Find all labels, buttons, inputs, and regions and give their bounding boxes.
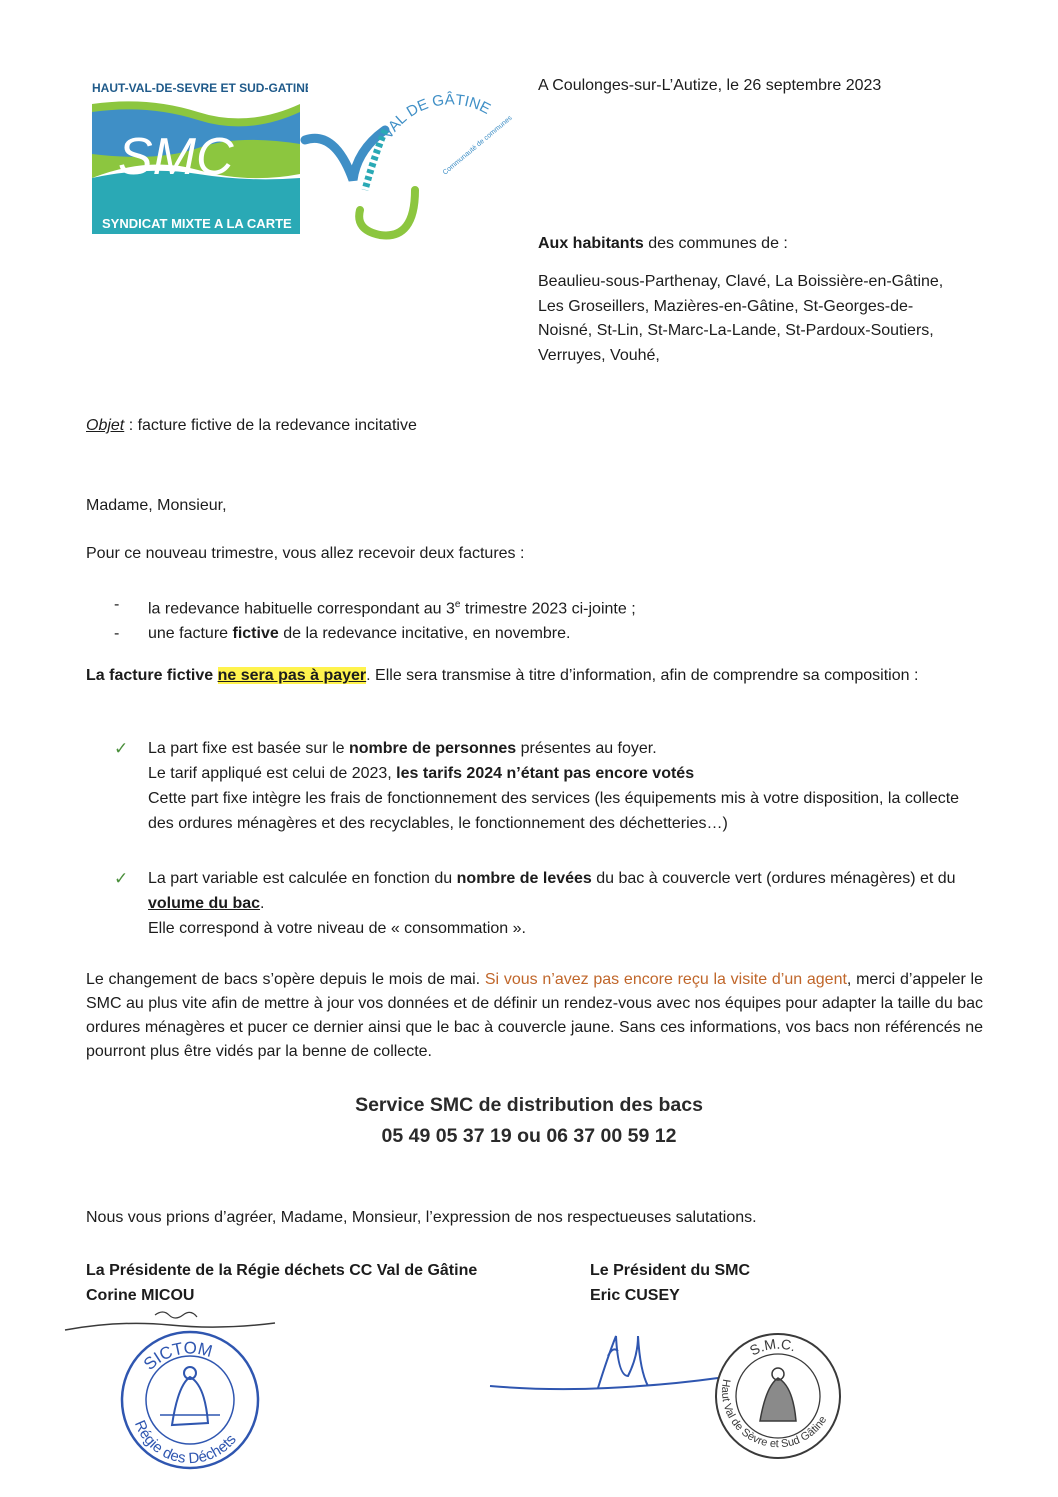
communes-line: Beaulieu-sous-Parthenay, Clavé, La Boissière-en-Gâtine, xyxy=(538,273,944,290)
communes-line: Verruyes, Vouhé, xyxy=(538,346,660,364)
dash-bullet: - xyxy=(114,625,120,643)
smc-logo xyxy=(88,74,308,249)
dateline: A Coulonges-sur-L’Autize, le 26 septembre 2023 xyxy=(538,77,882,94)
salutation: Madame, Monsieur, xyxy=(86,497,227,514)
dash-bullet: - xyxy=(114,596,120,613)
communes-list xyxy=(538,270,988,368)
fictive-invoice-paragraph: La facture fictive ne sera pas à payer. Elle sera transmise à titre d’information, afin de comprendre sa composition : xyxy=(86,667,919,684)
signature-left xyxy=(86,1258,477,1308)
logo-name: SMC xyxy=(118,128,234,186)
signatory-title: La Présidente de la Régie déchets CC Val de Gâtine xyxy=(86,1262,478,1279)
objet-text: : facture fictive de la redevance incitative xyxy=(124,417,417,434)
logo-top-text: HAUT-VAL-DE-SEVRE ET SUD-GATINE xyxy=(92,81,308,95)
val-de-gatine-logo xyxy=(295,70,515,250)
smc-stamp xyxy=(488,1316,848,1481)
closing-formula: Nous vous prions d’agréer, Madame, Monsieur, l’expression de nos respectueuses salutations. xyxy=(86,1209,757,1226)
recipients-lead-bold: Aux habitants xyxy=(538,235,644,252)
stamp-right-ring: Haut Val de Sèvre et Sud Gâtine xyxy=(718,1378,830,1451)
checkmark-icon: ✓ xyxy=(114,869,129,888)
check-item-fixed-part: ✓ La part fixe est basée sur le nombre de personnes présentes au foyer. Le tarif appliqué est celui de 2023, les tarifs 2024 n’étant pas encore votés Cette part fixe intègre les frais de fonctionnement des services (les équipements mis à votre disposition, la collecte des ordures ménagères et des recyclables, le fonctionnement des déchetteries…) xyxy=(114,736,984,836)
signature-right xyxy=(590,1258,750,1308)
service-phones: 05 49 05 37 19 ou 06 37 00 59 12 xyxy=(381,1125,677,1147)
objet-line xyxy=(86,414,417,438)
service-contact-block xyxy=(0,1090,1058,1152)
intro-text: Pour ce nouveau trimestre, vous allez recevoir deux factures : xyxy=(86,545,525,562)
communes-line: Les Groseillers, Mazières-en-Gâtine, St-Georges-de- xyxy=(538,297,914,315)
checkmark-icon: ✓ xyxy=(114,739,129,758)
sictom-stamp xyxy=(60,1305,280,1480)
stamp-left-bottom: Régie des Déchets xyxy=(130,1417,240,1468)
recipients-lead xyxy=(538,232,788,256)
logo-subtitle: SYNDICAT MIXTE A LA CARTE xyxy=(102,216,292,231)
communes-line: Noisné, St-Lin, St-Marc-La-Lande, St-Pardoux-Soutiers, xyxy=(538,322,934,339)
partner-name: VAL DE GÂTINE xyxy=(378,91,494,143)
signatory-name: Corine MICOU xyxy=(86,1287,195,1304)
list-item: - la redevance habituelle correspondant au 3e trimestre 2023 ci-jointe ; xyxy=(114,592,636,621)
bin-change-paragraph: Le changement de bacs s’opère depuis le mois de mai. Si vous n’avez pas encore reçu la visite d’un agent, merci d’appeler le SMC au plus vite afin de mettre à jour vos données et de définir un rendez-vous avec nos équipes pour adapter la taille du bac ordures ménagères et pucer ce dernier ainsi que le bac à couvercle jaune. Sans ces informations, vos bacs non référencés ne pourront plus être vidés par la benne de collecte. xyxy=(86,971,983,1060)
list-item: - une facture fictive de la redevance incitative, en novembre. xyxy=(114,621,636,646)
orange-emphasis: Si vous n’avez pas encore reçu la visite d’un agent xyxy=(484,971,847,988)
highlighted-text: ne sera pas à payer xyxy=(217,667,367,684)
check-item-variable-part: ✓ La part variable est calculée en fonction du nombre de levées du bac à couvercle vert (ordures ménagères) et du volume du bac. Elle correspond à votre niveau de « consommation ». xyxy=(114,866,984,941)
signatory-name: Eric CUSEY xyxy=(590,1287,680,1304)
stamp-right-top: S.M.C. xyxy=(746,1335,799,1359)
stamp-left-top: SICTOM xyxy=(139,1338,215,1374)
invoice-list xyxy=(114,592,636,646)
signatory-title: Le Président du SMC xyxy=(590,1262,751,1279)
objet-label: Objet xyxy=(86,417,125,434)
recipients-lead-rest: des communes de : xyxy=(643,235,788,252)
partner-sub: Communauté de communes xyxy=(441,114,514,177)
service-title: Service SMC de distribution des bacs xyxy=(355,1094,703,1116)
